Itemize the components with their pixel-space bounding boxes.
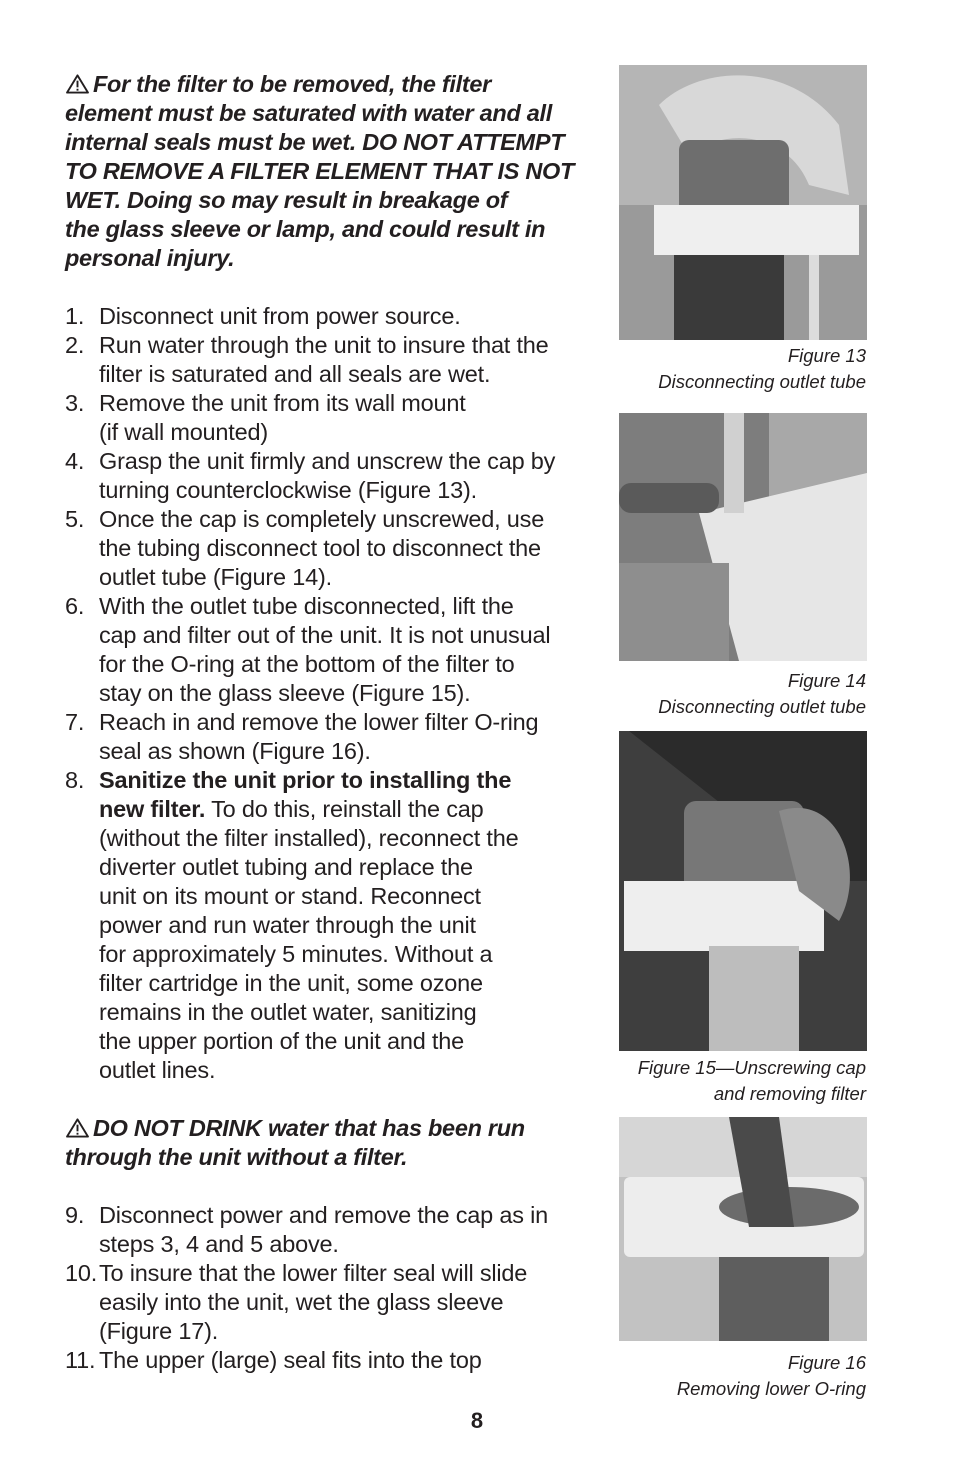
step-number: 2. [65, 332, 85, 358]
warning-triangle-icon [65, 1118, 90, 1138]
step-text-line: the tubing disconnect tool to disconnect the [99, 535, 541, 561]
step-text-line: Once the cap is completely unscrewed, use [99, 506, 545, 532]
step-number: 5. [65, 506, 85, 532]
step-text-line: outlet tube (Figure 14). [99, 564, 332, 590]
step-item [65, 331, 595, 389]
step-text-line: diverter outlet tubing and replace the [99, 854, 473, 880]
step-text-line [99, 766, 595, 795]
warning-text-line: WET. Doing so may result in breakage of [65, 187, 508, 213]
warning-text-line: internal seals must be wet. DO NOT ATTEMPT [65, 129, 565, 155]
caption-line: Removing lower O-ring [676, 1378, 866, 1399]
step-text-line: Disconnect power and remove the cap as in [99, 1202, 548, 1228]
step-text-line: stay on the glass sleeve (Figure 15). [99, 680, 471, 706]
step-bold-text: Sanitize the unit prior to installing the [99, 767, 512, 793]
step-text-line: (without the filter installed), reconnect the [99, 825, 519, 851]
step-text-line: The upper (large) seal fits into the top [99, 1347, 482, 1373]
step-number: 11. [65, 1347, 96, 1373]
step-text-line: the upper portion of the unit and the [99, 1028, 464, 1054]
warning-remove-filter [65, 70, 595, 273]
figure-14-caption [566, 668, 866, 720]
step-item [65, 1259, 595, 1346]
figure-15-photo [619, 731, 867, 1051]
step-item [65, 302, 595, 331]
step-number: 7. [65, 709, 85, 735]
step-text-line: turning counterclockwise (Figure 13). [99, 477, 477, 503]
step-number: 3. [65, 390, 85, 416]
step-text-line: easily into the unit, wet the glass sleeve [99, 1289, 504, 1315]
warning-text-line: personal injury. [65, 245, 235, 271]
step-number: 10. [65, 1260, 98, 1286]
step-text-line: With the outlet tube disconnected, lift the [99, 593, 514, 619]
step-number: 9. [65, 1202, 85, 1228]
step-text-line: for approximately 5 minutes. Without a [99, 941, 493, 967]
step-number: 1. [65, 303, 85, 329]
caption-line: Disconnecting outlet tube [658, 696, 866, 717]
step-item [65, 708, 595, 766]
step-text-line: filter is saturated and all seals are wet. [99, 361, 491, 387]
main-text-column [65, 70, 595, 1375]
step-item [65, 1201, 595, 1259]
figure-14-photo [619, 413, 867, 661]
step-text-line: outlet lines. [99, 1057, 216, 1083]
step-text-line: Grasp the unit firmly and unscrew the cap by [99, 448, 556, 474]
figure-16-caption [566, 1350, 866, 1402]
figure-16-photo [619, 1117, 867, 1341]
figure-13-caption [566, 343, 866, 395]
step-number: 6. [65, 593, 85, 619]
step-text-line: for the O-ring at the bottom of the filter to [99, 651, 515, 677]
step-text-line: (Figure 17). [99, 1318, 219, 1344]
steps-list-a [65, 302, 595, 1085]
step-text-line: remains in the outlet water, sanitizing [99, 999, 477, 1025]
step-text-line: cap and filter out of the unit. It is not unusual [99, 622, 551, 648]
step-text-line: (if wall mounted) [99, 419, 268, 445]
step-item [65, 592, 595, 708]
warning-text-line: the glass sleeve or lamp, and could result in [65, 216, 546, 242]
caption-line: and removing filter [713, 1083, 866, 1104]
page-number: 8 [470, 1408, 484, 1433]
warning-text-line: For the filter to be removed, the filter [93, 71, 491, 97]
warning-line [65, 1114, 595, 1143]
step-item [65, 389, 595, 447]
caption-line: Figure 14 [787, 670, 866, 691]
step-text-line: To insure that the lower filter seal will slide [99, 1260, 528, 1286]
step-text: To do this, reinstall the cap [205, 796, 484, 822]
figure-15-caption [566, 1055, 866, 1107]
warning-do-not-drink [65, 1114, 595, 1172]
step-bold-text: new filter. [99, 796, 206, 822]
step-item-sanitize [65, 766, 595, 1085]
step-text-line: power and run water through the unit [99, 912, 476, 938]
step-item [65, 447, 595, 505]
warning-text-line: through the unit without a filter. [65, 1144, 408, 1170]
caption-line: Figure 13 [787, 345, 866, 366]
step-text-line: Remove the unit from its wall mount [99, 390, 466, 416]
step-text-line: Disconnect unit from power source. [99, 303, 461, 329]
steps-list-b [65, 1201, 595, 1375]
step-number: 8. [65, 767, 85, 793]
step-item [65, 1346, 595, 1375]
caption-line: Figure 15—Unscrewing cap [637, 1057, 866, 1078]
warning-text-line: element must be saturated with water and all [65, 100, 552, 126]
figure-13-photo [619, 65, 867, 340]
caption-line: Disconnecting outlet tube [658, 371, 866, 392]
caption-line: Figure 16 [787, 1352, 866, 1373]
step-item [65, 505, 595, 592]
warning-text-line: DO NOT DRINK water that has been run [93, 1115, 525, 1141]
warning-line [65, 70, 595, 99]
step-text-line: Reach in and remove the lower filter O-ring [99, 709, 539, 735]
step-text-line: filter cartridge in the unit, some ozone [99, 970, 483, 996]
step-text-line: unit on its mount or stand. Reconnect [99, 883, 481, 909]
warning-triangle-icon [65, 74, 90, 94]
step-text-line [99, 795, 595, 824]
step-number: 4. [65, 448, 85, 474]
step-text-line: seal as shown (Figure 16). [99, 738, 371, 764]
warning-text-line: TO REMOVE A FILTER ELEMENT THAT IS NOT [65, 158, 575, 184]
step-text-line: Run water through the unit to insure that the [99, 332, 549, 358]
step-text-line: steps 3, 4 and 5 above. [99, 1231, 339, 1257]
